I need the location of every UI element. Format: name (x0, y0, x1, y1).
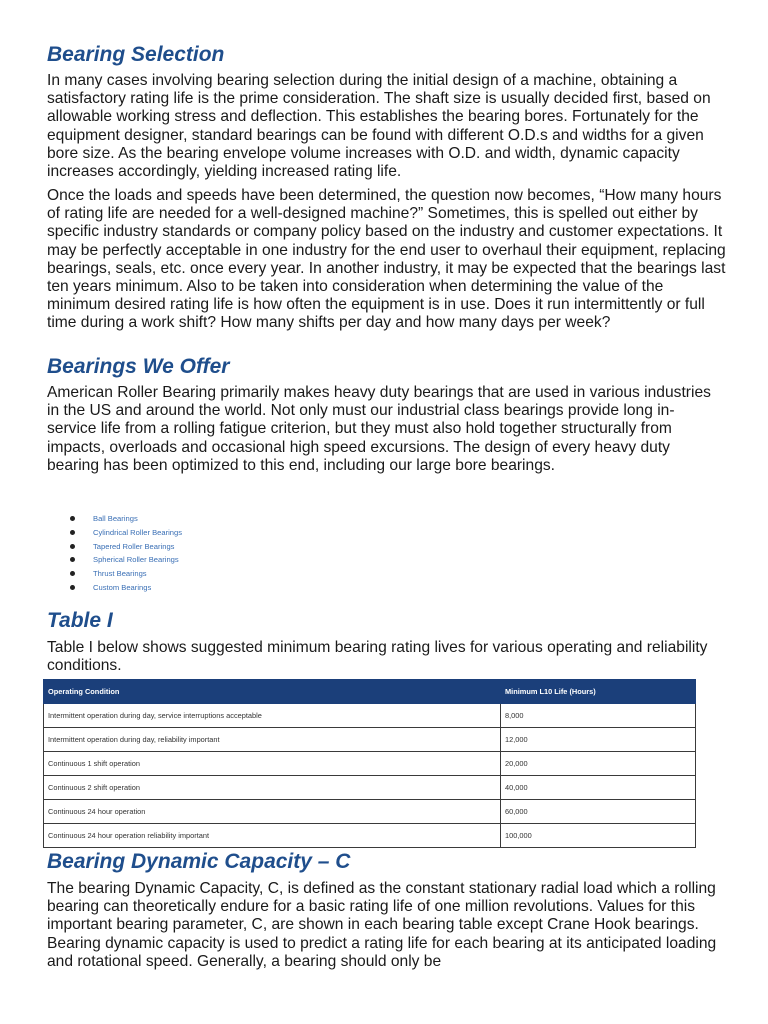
list-item (47, 540, 182, 554)
link-spherical-roller-bearings[interactable]: Spherical Roller Bearings (93, 555, 179, 565)
bullet-icon (70, 516, 75, 521)
table-row (44, 800, 696, 824)
cell-hours: 40,000 (501, 776, 696, 800)
cell-hours: 60,000 (501, 800, 696, 824)
table-row (44, 776, 696, 800)
link-cylindrical-roller-bearings[interactable]: Cylindrical Roller Bearings (93, 527, 183, 537)
bearing-types-list (47, 512, 182, 595)
table-row (44, 752, 696, 776)
column-header-min-l10-life: Minimum L10 Life (Hours) (501, 680, 696, 704)
cell-condition: Continuous 2 shift operation (44, 776, 501, 800)
cell-condition: Intermittent operation during day, service interruptions acceptable (44, 704, 501, 728)
cell-hours: 100,000 (501, 824, 696, 848)
cell-hours: 8,000 (501, 704, 696, 728)
bullet-icon (70, 585, 75, 590)
list-item (47, 567, 182, 581)
bullet-icon (70, 557, 75, 562)
cell-condition: Continuous 24 hour operation (44, 800, 501, 824)
list-item (47, 512, 182, 526)
link-tapered-roller-bearings[interactable]: Tapered Roller Bearings (93, 541, 175, 551)
column-header-operating-condition: Operating Condition (44, 680, 501, 704)
paragraph-dynamic-capacity: The bearing Dynamic Capacity, C, is defined as the constant stationary radial load which a rolling bearing can theoretically endure for a basic rating life of one million revolutions. Values for this important bearing parameter, C, are shown in each bearing table except Crane Hook bearings. Bearing dynamic capacity is used to predict a rating life for each bearing at its anticipated loading and rotational speed. Generally, a bearing should only be (47, 880, 717, 970)
bullet-icon (70, 530, 75, 535)
list-item (47, 526, 182, 540)
heading-bearings-we-offer: Bearings We Offer (47, 355, 230, 378)
paragraph-table-intro: Table I below shows suggested minimum bearing rating lives for various operating and reliability conditions. (47, 639, 708, 675)
cell-condition: Continuous 1 shift operation (44, 752, 501, 776)
link-custom-bearings[interactable]: Custom Bearings (93, 582, 152, 592)
cell-condition: Intermittent operation during day, reliability important (44, 728, 501, 752)
table-header-row (44, 680, 696, 704)
cell-hours: 12,000 (501, 728, 696, 752)
heading-bearing-selection: Bearing Selection (47, 43, 225, 66)
list-item (47, 553, 182, 567)
table-row (44, 704, 696, 728)
table-row (44, 824, 696, 848)
link-ball-bearings[interactable]: Ball Bearings (93, 514, 138, 523)
paragraph-selection-1: In many cases involving bearing selection during the initial design of a machine, obtaining a satisfactory rating life is the prime consideration. The shaft size is usually decided first, based on allowable working stress and deflection. This establishes the bearing bores. Fortunately for the equipment designer, standard bearings can be found with different O.D.s and widths for a given bore size. As the bearing envelope volume increases with O.D. and width, dynamic capacity increases accordingly, yielding increased rating life. (47, 72, 711, 181)
bullet-icon (70, 571, 75, 576)
cell-condition: Continuous 24 hour operation reliability important (44, 824, 501, 848)
paragraph-selection-2: Once the loads and speeds have been determined, the question now becomes, “How many hours of rating life are needed for a well-designed machine?” Sometimes, this is spelled out either by specific industry standards or company policy based on the industry and customer expectations. It may be perfectly acceptable in one industry for the end user to overhaul their equipment, replacing bearings, seals, etc. once every year. In another industry, it may be expected that the bearings last ten years minimum. Also to be taken into consideration when determining the value of the minimum desired rating life is how often the equipment is in use. Does it run intermittently or full time during a work shift? How many shifts per day and how many days per week? (47, 187, 726, 332)
heading-dynamic-capacity: Bearing Dynamic Capacity – C (47, 850, 351, 873)
rating-life-table (43, 679, 696, 848)
heading-table-i: Table I (47, 609, 113, 632)
bullet-icon (70, 544, 75, 549)
list-item (47, 581, 182, 595)
table-row (44, 728, 696, 752)
cell-hours: 20,000 (501, 752, 696, 776)
paragraph-offer: American Roller Bearing primarily makes heavy duty bearings that are used in various industries in the US and around the world. Not only must our industrial class bearings provide long in-service life from a rolling fatigue criterion, but they must also hold together structurally from impacts, overloads and occasional high speed excursions. The design of every heavy duty bearing has been optimized to this end, including our large bore bearings. (47, 384, 711, 474)
link-thrust-bearings[interactable]: Thrust Bearings (93, 569, 147, 579)
